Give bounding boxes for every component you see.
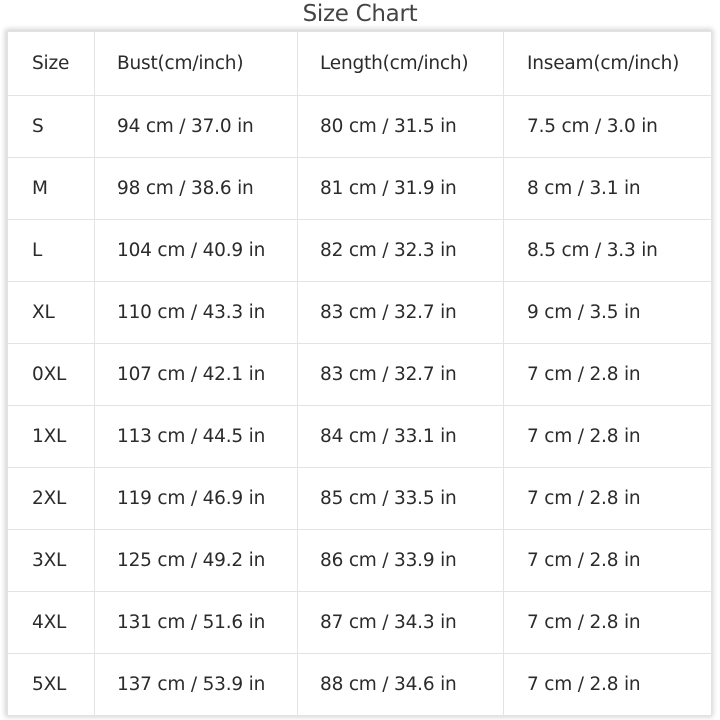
cell-size: 0XL	[8, 344, 95, 406]
cell-size: 1XL	[8, 406, 95, 468]
table-row	[8, 158, 712, 220]
header-bust: Bust(cm/inch)	[95, 32, 298, 96]
size-table	[7, 31, 712, 716]
cell-size: 2XL	[8, 468, 95, 530]
cell-length: 84 cm / 33.1 in	[298, 406, 504, 468]
table-row	[8, 344, 712, 406]
table-row	[8, 468, 712, 530]
cell-size: XL	[8, 282, 95, 344]
cell-bust: 98 cm / 38.6 in	[95, 158, 298, 220]
cell-length: 83 cm / 32.7 in	[298, 344, 504, 406]
table-row	[8, 282, 712, 344]
cell-bust: 113 cm / 44.5 in	[95, 406, 298, 468]
cell-size: S	[8, 96, 95, 158]
cell-bust: 125 cm / 49.2 in	[95, 530, 298, 592]
cell-bust: 104 cm / 40.9 in	[95, 220, 298, 282]
cell-length: 86 cm / 33.9 in	[298, 530, 504, 592]
header-length: Length(cm/inch)	[298, 32, 504, 96]
table-row	[8, 530, 712, 592]
cell-size: L	[8, 220, 95, 282]
cell-length: 80 cm / 31.5 in	[298, 96, 504, 158]
cell-inseam: 7 cm / 2.8 in	[504, 406, 712, 468]
cell-inseam: 7 cm / 2.8 in	[504, 468, 712, 530]
cell-size: 4XL	[8, 592, 95, 654]
cell-size: 3XL	[8, 530, 95, 592]
cell-length: 82 cm / 32.3 in	[298, 220, 504, 282]
page-title: Size Chart	[302, 1, 418, 27]
cell-length: 83 cm / 32.7 in	[298, 282, 504, 344]
cell-bust: 110 cm / 43.3 in	[95, 282, 298, 344]
cell-inseam: 7 cm / 2.8 in	[504, 530, 712, 592]
cell-length: 87 cm / 34.3 in	[298, 592, 504, 654]
cell-bust: 137 cm / 53.9 in	[95, 654, 298, 716]
header-inseam: Inseam(cm/inch)	[504, 32, 712, 96]
cell-bust: 107 cm / 42.1 in	[95, 344, 298, 406]
cell-length: 88 cm / 34.6 in	[298, 654, 504, 716]
cell-bust: 119 cm / 46.9 in	[95, 468, 298, 530]
cell-length: 81 cm / 31.9 in	[298, 158, 504, 220]
cell-bust: 131 cm / 51.6 in	[95, 592, 298, 654]
cell-bust: 94 cm / 37.0 in	[95, 96, 298, 158]
table-row	[8, 96, 712, 158]
cell-inseam: 7 cm / 2.8 in	[504, 344, 712, 406]
table-header-row	[8, 32, 712, 96]
cell-inseam: 8 cm / 3.1 in	[504, 158, 712, 220]
cell-length: 85 cm / 33.5 in	[298, 468, 504, 530]
cell-inseam: 7 cm / 2.8 in	[504, 592, 712, 654]
cell-inseam: 8.5 cm / 3.3 in	[504, 220, 712, 282]
table-row	[8, 592, 712, 654]
cell-inseam: 7.5 cm / 3.0 in	[504, 96, 712, 158]
table-row	[8, 654, 712, 716]
cell-size: M	[8, 158, 95, 220]
cell-inseam: 9 cm / 3.5 in	[504, 282, 712, 344]
header-size: Size	[8, 32, 95, 96]
table-row	[8, 220, 712, 282]
cell-inseam: 7 cm / 2.8 in	[504, 654, 712, 716]
table-row	[8, 406, 712, 468]
cell-size: 5XL	[8, 654, 95, 716]
size-table-frame	[7, 31, 711, 715]
